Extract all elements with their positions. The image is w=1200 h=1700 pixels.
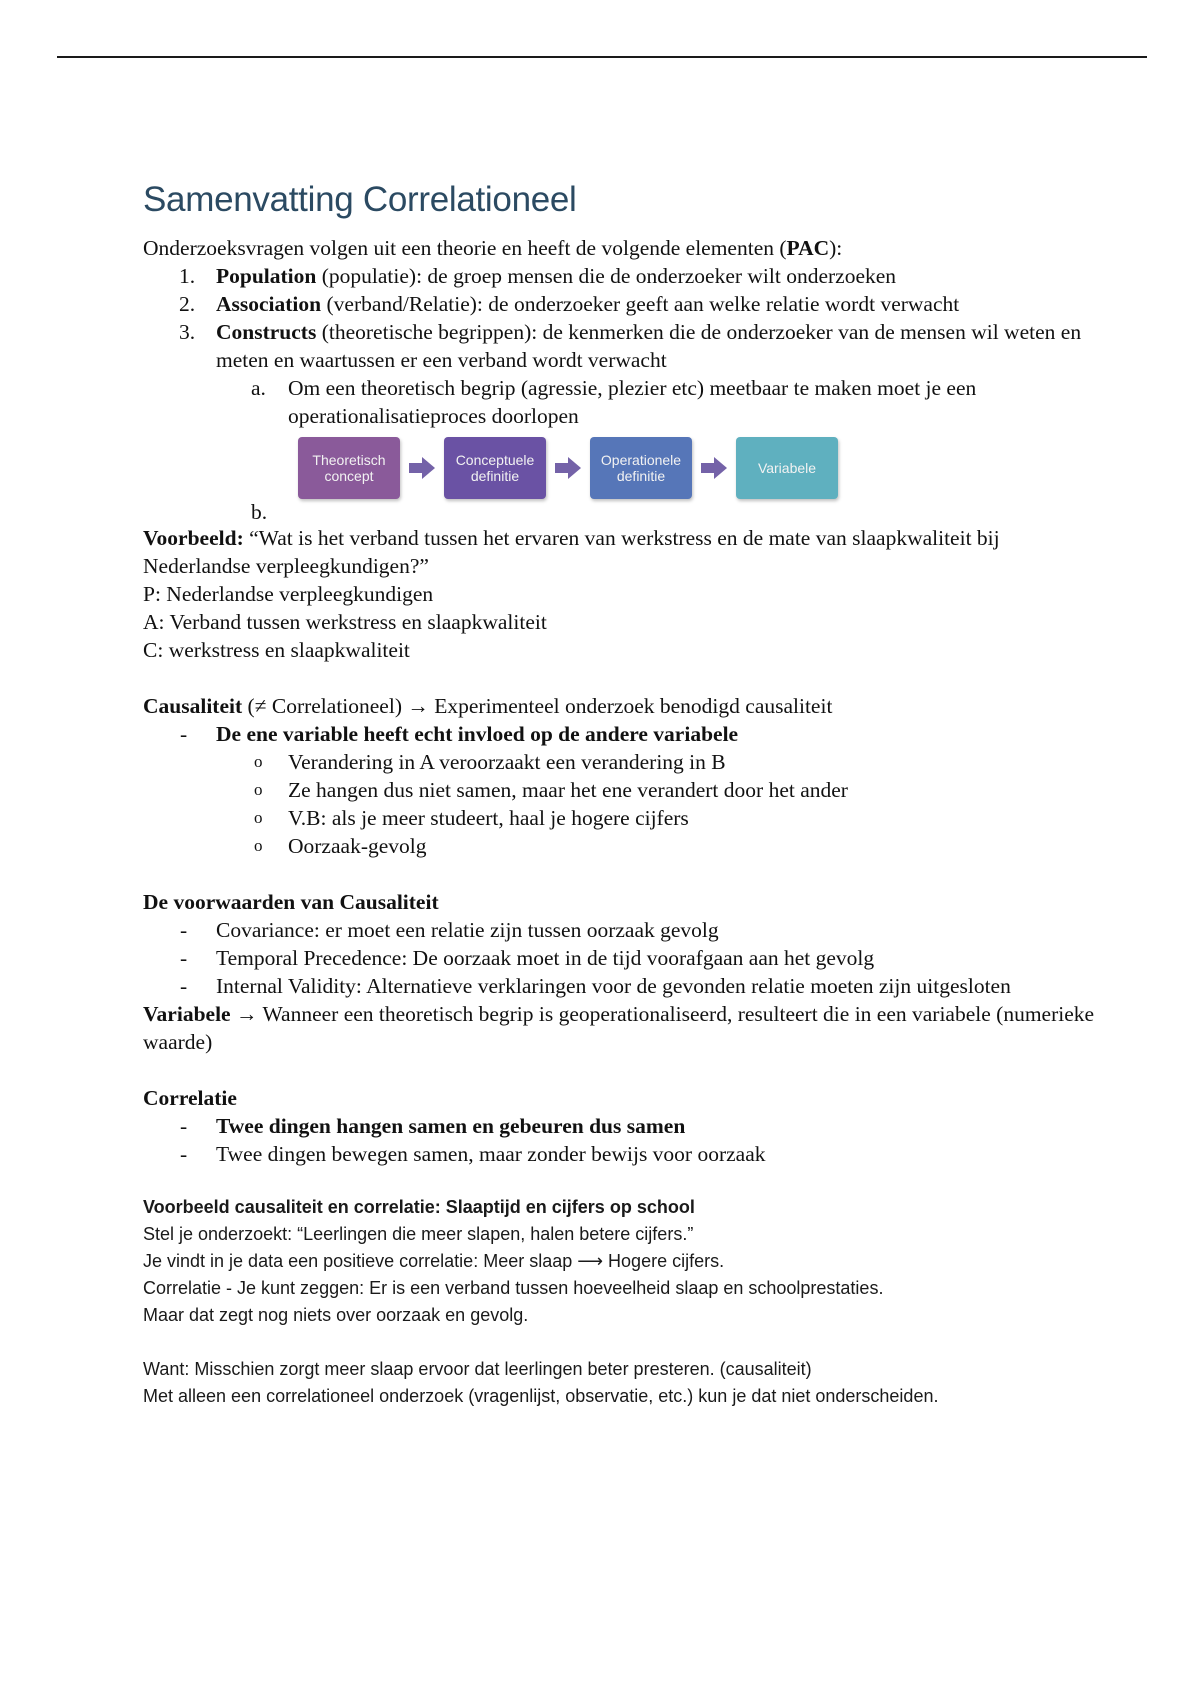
correlatie-item [143, 1112, 1103, 1140]
flow-box-variabele: Variabele [736, 437, 838, 499]
pac-item-population [143, 262, 1103, 290]
causaliteit-bullet [143, 832, 1103, 860]
voorbeeld-a: A: Verband tussen werkstress en slaapkwaliteit [143, 610, 547, 634]
list-number: 3. [179, 320, 196, 344]
dash-item-text: De ene variable heeft echt invloed op de andere variabele [216, 722, 739, 746]
dash-bullet: - [180, 974, 188, 998]
dash-bullet: - [180, 1142, 188, 1166]
voorwaarden-item [143, 916, 1103, 944]
flow-box-theoretisch-concept: Theoretisch concept [298, 437, 400, 499]
bullet-text: Verandering in A veroorzaakt een verandering in B [288, 750, 726, 774]
document-page [143, 180, 1103, 1410]
causaliteit-text: (≠ Correlationeel) → Experimenteel onderzoek benodigd causaliteit [242, 694, 833, 718]
bullet-text: V.B: als je meer studeert, haal je hogere cijfers [288, 806, 689, 830]
pac-term: Population [216, 264, 317, 288]
causaliteit-bullet [143, 804, 1103, 832]
list-number: 2. [179, 292, 196, 316]
top-rule [57, 56, 1147, 58]
intro-bold: PAC [786, 236, 830, 260]
causaliteit-paragraph [143, 692, 1103, 720]
intro-text: Onderzoeksvragen volgen uit een theorie en heeft de volgende elementen ( [143, 236, 787, 260]
correlatie-heading: Correlatie [143, 1086, 237, 1110]
voorbeeld-text: “Wat is het verband tussen het ervaren van werkstress en de mate van slaapkwaliteit bij Nederlandse verpleegkundigen?” [143, 526, 1000, 578]
causaliteit-dash-item [143, 720, 1103, 748]
example-line: Je vindt in je data een positieve correlatie: Meer slaap ⟶ Hogere cijfers. [143, 1251, 725, 1271]
list-letter: b. [251, 500, 268, 524]
flow-box-conceptuele-definitie: Conceptuele definitie [444, 437, 546, 499]
pac-desc: (verband/Relatie): de onderzoeker geeft aan welke relatie wordt verwacht [321, 292, 960, 316]
example-line: Correlatie - Je kunt zeggen: Er is een verband tussen hoeveelheid slaap en schoolprestaties. [143, 1278, 884, 1298]
pac-desc: (populatie): de groep mensen die de onderzoeker wilt onderzoeken [316, 264, 897, 288]
example-line: Stel je onderzoekt: “Leerlingen die meer slapen, halen betere cijfers.” [143, 1224, 694, 1244]
arrow-right-icon [692, 457, 736, 479]
example-line: Want: Misschien zorgt meer slaap ervoor dat leerlingen beter presteren. (causaliteit) [143, 1359, 812, 1379]
operationalisation-flow [298, 436, 1103, 500]
pac-item-association [143, 290, 1103, 318]
sub-item-a [143, 374, 1103, 430]
example-heading: Voorbeeld causaliteit en correlatie: Slaaptijd en cijfers op school [143, 1197, 695, 1217]
sub-item-b [143, 500, 1103, 524]
voorwaarden-item [143, 972, 1103, 1000]
variabele-label: Variabele → [143, 1002, 258, 1026]
flow-box-operationele-definitie: Operationele definitie [590, 437, 692, 499]
voorwaarden-item [143, 944, 1103, 972]
voorbeeld-paragraph [143, 524, 1103, 580]
dash-bullet: - [180, 1114, 188, 1138]
variabele-paragraph [143, 1000, 1103, 1056]
causaliteit-label: Causaliteit [143, 694, 243, 718]
circle-bullet-icon: o [254, 752, 263, 771]
intro-text-end: ): [829, 236, 843, 260]
intro-paragraph [143, 234, 1103, 262]
example-line: Maar dat zegt nog niets over oorzaak en gevolg. [143, 1305, 529, 1325]
arrow-right-icon [400, 457, 444, 479]
bullet-text: Ze hangen dus niet samen, maar het ene verandert door het ander [288, 778, 848, 802]
page-title: Samenvatting Correlationeel [143, 180, 577, 219]
circle-bullet-icon: o [254, 808, 263, 827]
bullet-text: Oorzaak-gevolg [288, 834, 427, 858]
variabele-text: Wanneer een theoretisch begrip is geoperationaliseerd, resulteert die in een variabele (numerieke waarde) [143, 1002, 1095, 1054]
pac-desc: (theoretische begrippen): de kenmerken die de onderzoeker van de mensen wil weten en meten en waartussen er een verband wordt verwacht [216, 320, 1082, 372]
circle-bullet-icon: o [254, 780, 263, 799]
list-number: 1. [179, 264, 196, 288]
voorbeeld-c: C: werkstress en slaapkwaliteit [143, 638, 410, 662]
circle-bullet-icon: o [254, 836, 263, 855]
pac-item-constructs [143, 318, 1103, 374]
causaliteit-bullet [143, 776, 1103, 804]
correlatie-text: Twee dingen bewegen samen, maar zonder bewijs voor oorzaak [216, 1142, 766, 1166]
dash-bullet: - [180, 722, 188, 746]
correlatie-item [143, 1140, 1103, 1168]
voorbeeld-label: Voorbeeld: [143, 526, 244, 550]
pac-term: Constructs [216, 320, 317, 344]
voorwaarden-text: Internal Validity: Alternatieve verklaringen voor de gevonden relatie moeten zijn uitgesloten [216, 974, 1011, 998]
arrow-right-icon [546, 457, 590, 479]
correlatie-text: Twee dingen hangen samen en gebeuren dus samen [216, 1114, 686, 1138]
voorwaarden-text: Covariance: er moet een relatie zijn tussen oorzaak gevolg [216, 918, 719, 942]
dash-bullet: - [180, 946, 188, 970]
voorwaarden-text: Temporal Precedence: De oorzaak moet in de tijd voorafgaan aan het gevolg [216, 946, 875, 970]
causaliteit-bullet [143, 748, 1103, 776]
sub-item-text: Om een theoretisch begrip (agressie, plezier etc) meetbaar te maken moet je een operationalisatieproces doorlopen [288, 376, 977, 428]
dash-bullet: - [180, 918, 188, 942]
list-letter: a. [251, 376, 266, 400]
voorwaarden-heading: De voorwaarden van Causaliteit [143, 890, 439, 914]
pac-term: Association [216, 292, 322, 316]
voorbeeld-p: P: Nederlandse verpleegkundigen [143, 582, 434, 606]
example-line: Met alleen een correlationeel onderzoek (vragenlijst, observatie, etc.) kun je dat niet onderscheiden. [143, 1386, 939, 1406]
